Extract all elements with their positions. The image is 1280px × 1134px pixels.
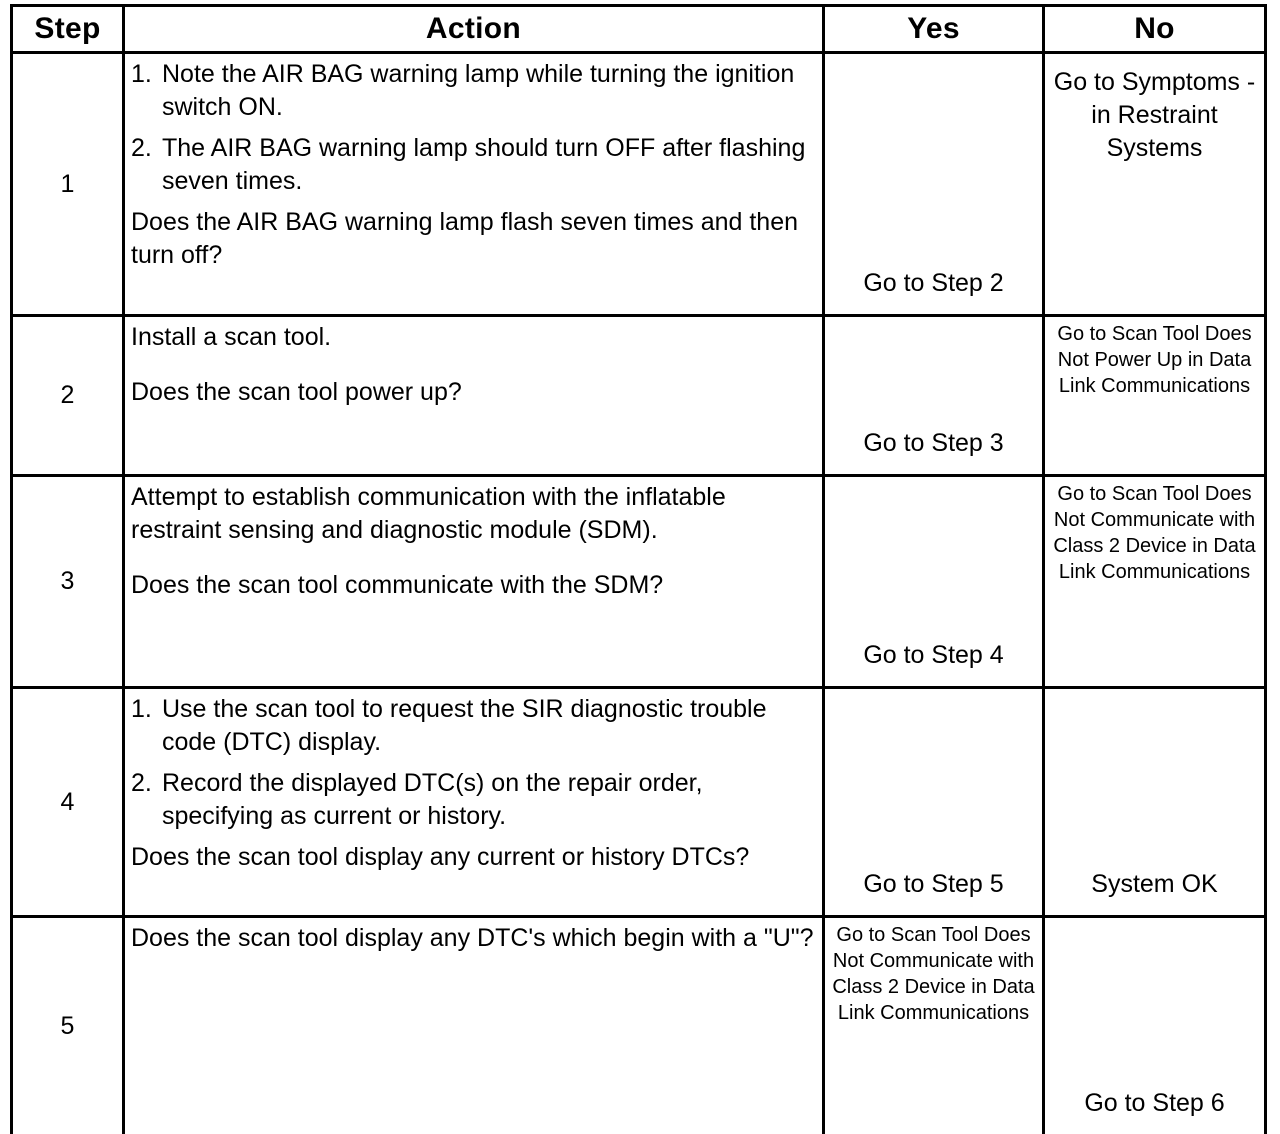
header-yes: Yes	[824, 6, 1044, 53]
step-number: 5	[12, 917, 124, 1134]
action-cell	[124, 316, 824, 476]
action-instruction: Attempt to establish communication with the inflatable restraint sensing and diagnostic module (SDM).	[131, 481, 820, 547]
action-question: Does the scan tool communicate with the SDM?	[131, 569, 820, 602]
item-number: 2.	[131, 132, 162, 198]
item-text: Use the scan tool to request the SIR diagnostic trouble code (DTC) display.	[162, 693, 820, 759]
item-number: 1.	[131, 58, 162, 124]
yes-result: Go to Step 3	[824, 316, 1044, 476]
action-item	[131, 693, 820, 759]
action-item	[131, 767, 820, 833]
table-row	[12, 53, 1266, 316]
header-action: Action	[124, 6, 824, 53]
action-cell	[124, 53, 824, 316]
step-number: 2	[12, 316, 124, 476]
no-result: Go to Scan Tool Does Not Power Up in Data Link Communications	[1044, 316, 1266, 476]
header-no: No	[1044, 6, 1266, 53]
step-number: 1	[12, 53, 124, 316]
item-text: The AIR BAG warning lamp should turn OFF after flashing seven times.	[162, 132, 820, 198]
header-step: Step	[12, 6, 124, 53]
action-item	[131, 58, 820, 124]
action-question: Does the scan tool display any current or history DTCs?	[131, 841, 820, 874]
no-result: Go to Symptoms - in Restraint Systems	[1044, 53, 1266, 316]
diagnostic-table	[10, 4, 1267, 1134]
action-cell	[124, 917, 824, 1134]
yes-result: Go to Step 4	[824, 476, 1044, 688]
yes-result: Go to Step 2	[824, 53, 1044, 316]
action-item	[131, 132, 820, 198]
header-row	[12, 6, 1266, 53]
no-result: System OK	[1044, 688, 1266, 917]
table-row	[12, 476, 1266, 688]
table-row	[12, 688, 1266, 917]
item-number: 1.	[131, 693, 162, 759]
action-cell	[124, 688, 824, 917]
step-number: 4	[12, 688, 124, 917]
yes-result: Go to Step 5	[824, 688, 1044, 917]
step-number: 3	[12, 476, 124, 688]
action-instruction: Install a scan tool.	[131, 321, 820, 354]
action-question: Does the AIR BAG warning lamp flash seven times and then turn off?	[131, 206, 820, 272]
item-text: Record the displayed DTC(s) on the repair order, specifying as current or history.	[162, 767, 820, 833]
no-result: Go to Scan Tool Does Not Communicate with Class 2 Device in Data Link Communications	[1044, 476, 1266, 688]
action-cell	[124, 476, 824, 688]
no-result: Go to Step 6	[1044, 917, 1266, 1134]
item-number: 2.	[131, 767, 162, 833]
action-question: Does the scan tool display any DTC's which begin with a "U"?	[131, 922, 820, 955]
action-question: Does the scan tool power up?	[131, 376, 820, 409]
diagnostic-table-sheet	[10, 4, 1264, 1050]
item-text: Note the AIR BAG warning lamp while turning the ignition switch ON.	[162, 58, 820, 124]
yes-result: Go to Scan Tool Does Not Communicate with Class 2 Device in Data Link Communications	[824, 917, 1044, 1134]
table-row	[12, 316, 1266, 476]
table-row	[12, 917, 1266, 1134]
